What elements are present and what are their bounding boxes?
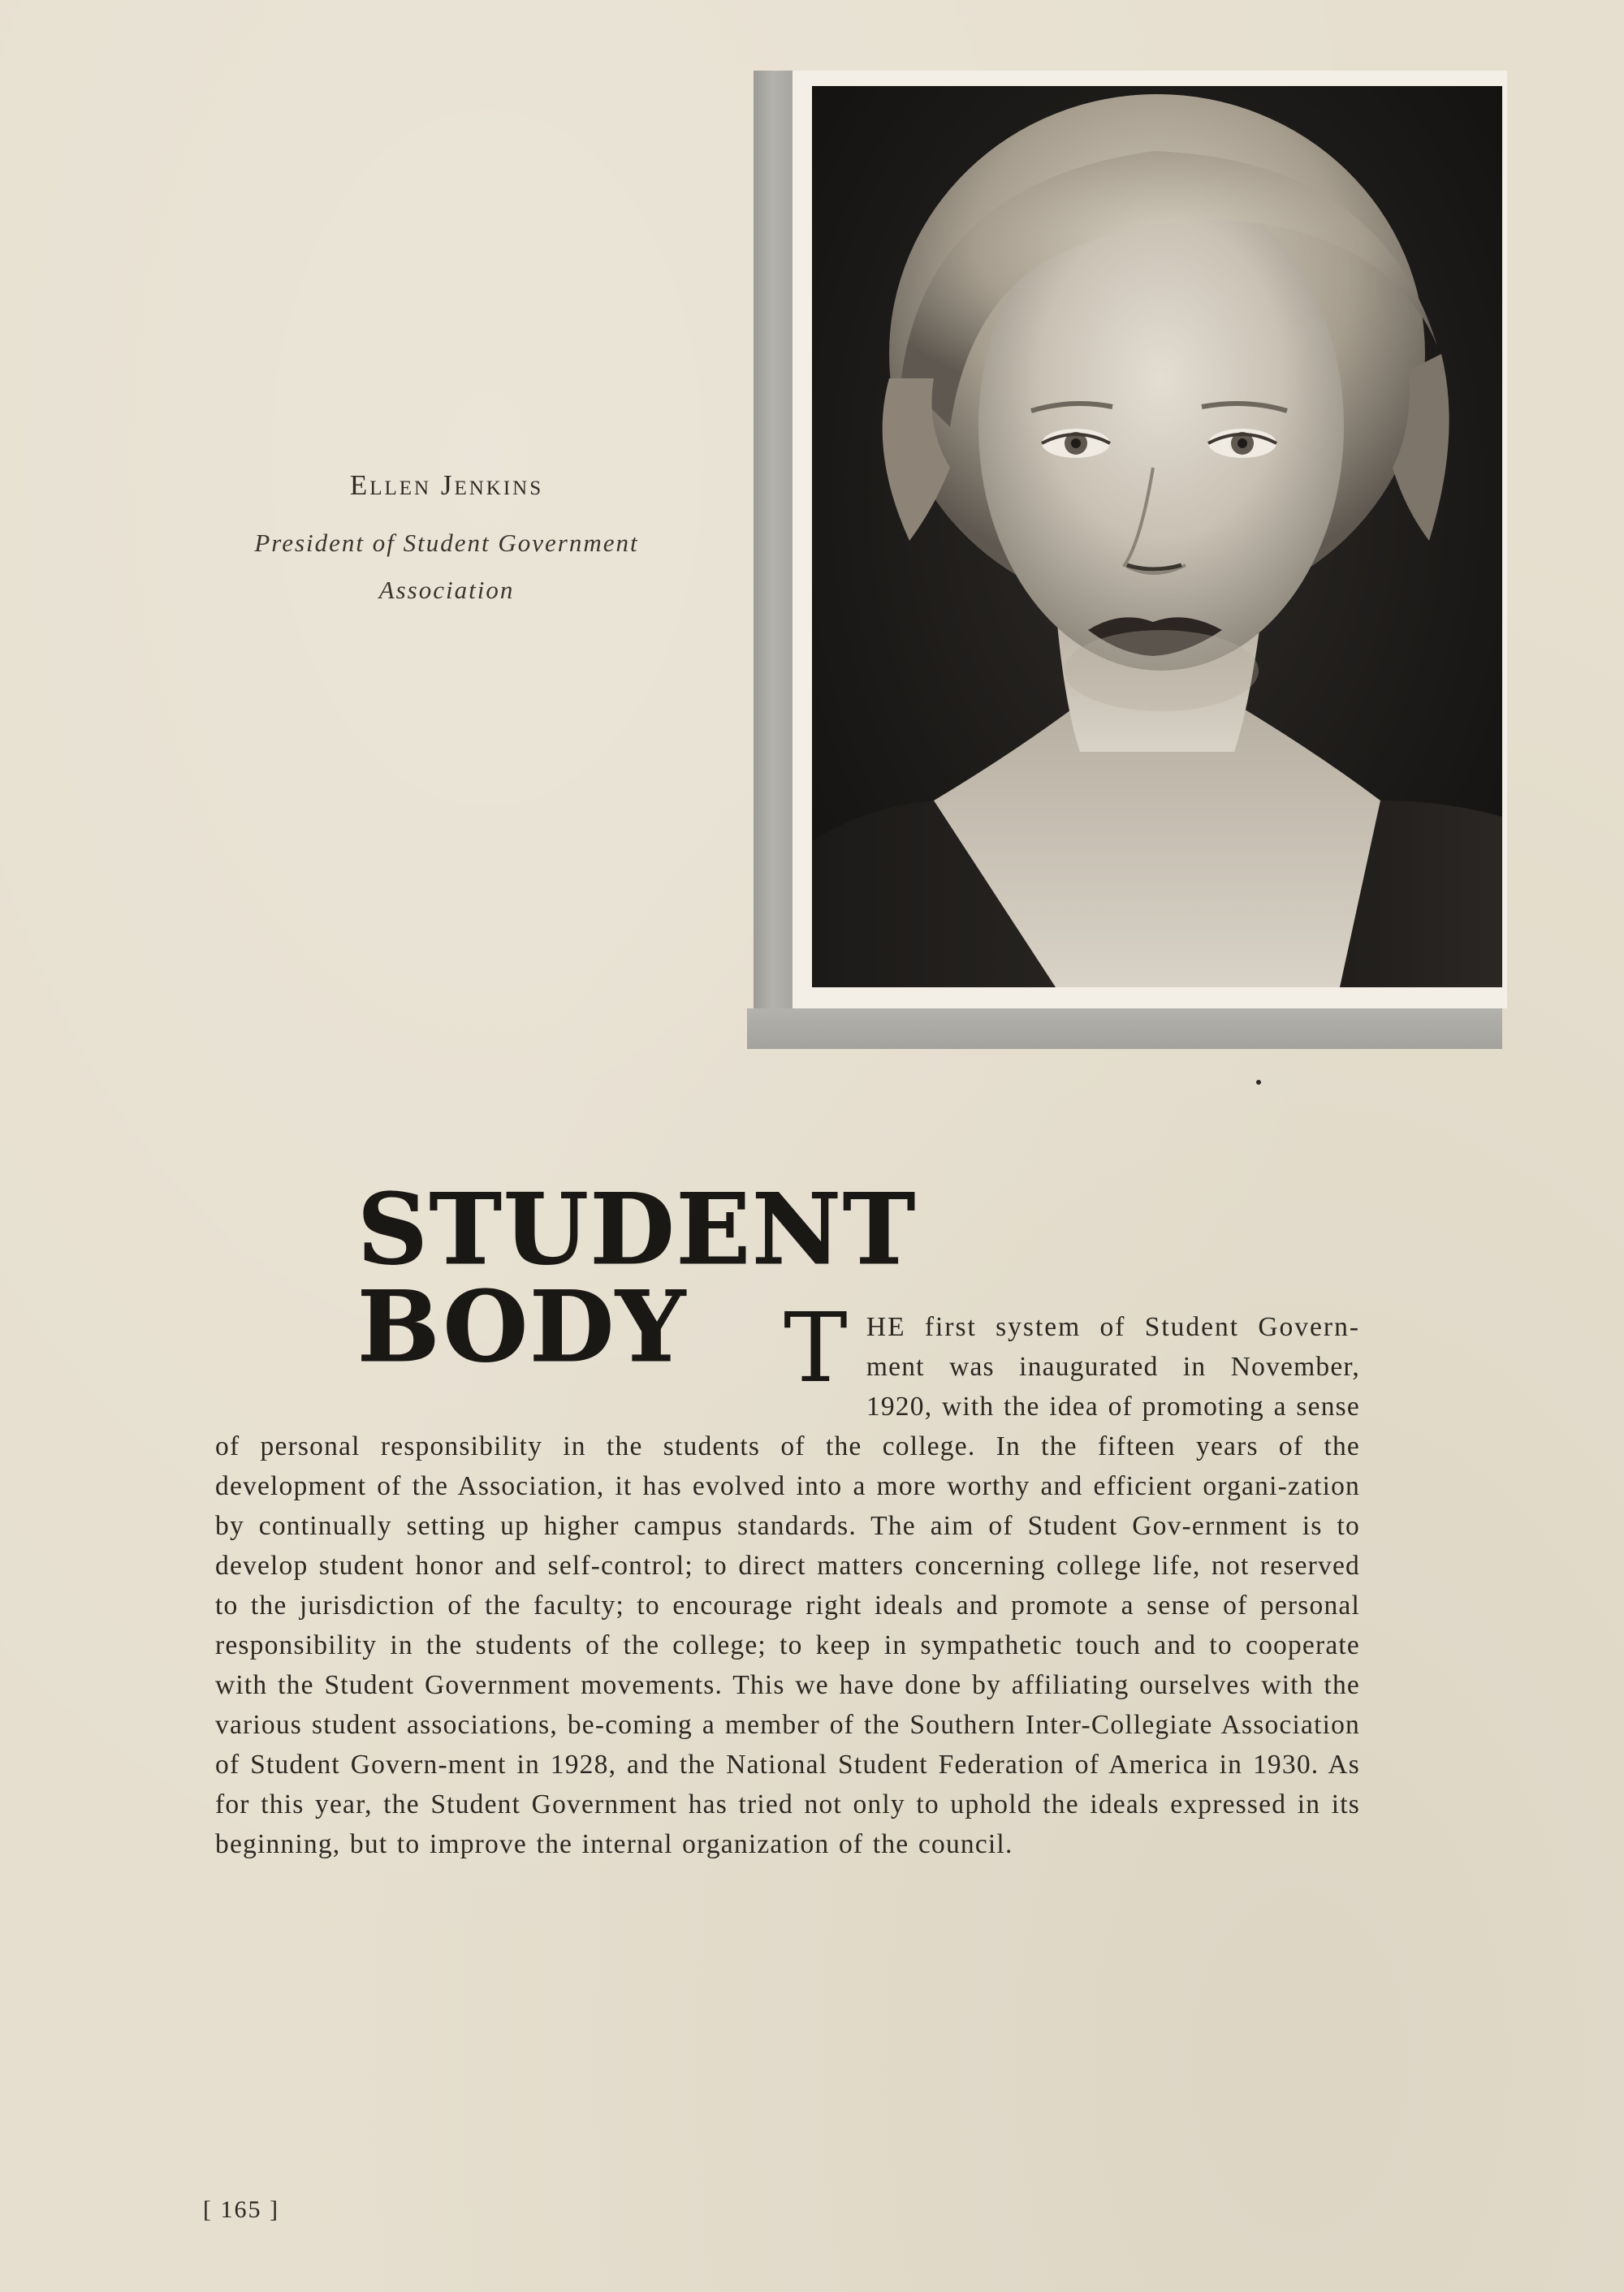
caption-title-line1: President of Student Government [254,529,639,557]
article-text [215,1292,1360,1864]
page-headline: STUDENT BODY [357,1172,918,1384]
caption-name: Ellen Jenkins [349,469,544,501]
caption-title-line2: Association [378,576,515,604]
page-number: [ 165 ] [203,2196,279,2223]
portrait-caption [203,469,690,614]
article-first-words: HE first system of Student Govern- [866,1312,1360,1342]
drop-cap: T [784,1292,849,1404]
portrait-photo-icon [812,86,1502,987]
printer-dot [1256,1080,1261,1085]
frame-shadow-bottom [747,1008,1502,1049]
article-body: ment was inaugurated in November, 1920, with the idea of promoting a sense of personal responsibility in the students of the college. In the fifteen years of the development of the Association, it has evolved into a more worthy and efficient organi-zation by continually setting up higher campus standards. The aim of Student Gov-ernment is to develop student honor and self-control; to direct matters concerning college life, not reserved to the jurisdiction of the faculty; to encourage right ideals and promote a sense of personal responsibility in the students of the college; to keep in sympathetic touch and to cooperate with the Student Government movements. This we have done by affiliating ourselves with the various student associations, be-coming a member of the Southern Inter-Collegiate Association of Student Govern-ment in 1928, and the National Student Federation of America in 1930. As for this year, the Student Government has tried not only to uphold the ideals expressed in its beginning, but to improve the internal organization of the council. [215,1352,1360,1859]
frame-shadow-left [754,71,793,1049]
drop-cap-indent [215,1307,784,1380]
